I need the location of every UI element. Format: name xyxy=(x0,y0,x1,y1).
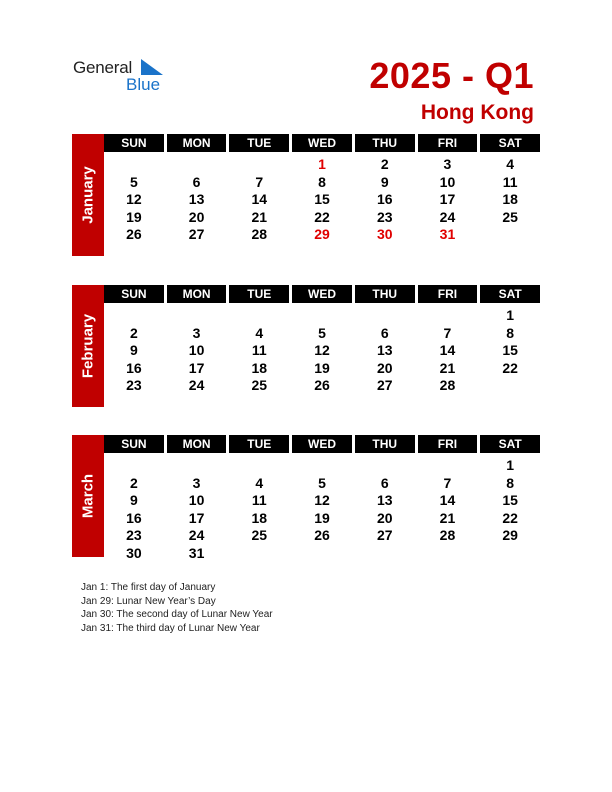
holiday-note: Jan 30: The second day of Lunar New Year xyxy=(81,609,273,620)
month-tab xyxy=(72,285,104,407)
day-cell: 9 xyxy=(129,342,138,358)
weekday-header xyxy=(104,285,540,303)
empty-day-cell xyxy=(355,307,415,325)
month-grid xyxy=(104,285,540,395)
day-cell: 28 xyxy=(439,527,456,543)
month-block-march xyxy=(72,435,540,560)
weekday-label: THU xyxy=(355,134,415,152)
day-cell: 8 xyxy=(506,324,515,341)
empty-day-cell xyxy=(229,457,289,475)
day-cell: 6 xyxy=(380,474,389,491)
day-cell: 26 xyxy=(314,377,330,393)
week-row xyxy=(104,360,540,378)
empty-day-cell xyxy=(418,457,478,475)
day-cell: 20 xyxy=(188,208,205,225)
empty-day-cell xyxy=(167,457,227,475)
weekday-label: SUN xyxy=(104,134,164,152)
day-cell: 6 xyxy=(380,324,389,341)
day-cell: 11 xyxy=(502,173,518,190)
day-cell: 12 xyxy=(314,492,330,508)
page-title: 2025 - Q1 xyxy=(369,55,534,96)
day-cell: 1 xyxy=(506,457,515,473)
month-name: January xyxy=(79,166,97,224)
day-cell: 25 xyxy=(251,527,268,543)
day-cell: 1 xyxy=(506,307,515,323)
day-cell: 27 xyxy=(376,527,393,543)
holiday-note: Jan 31: The third day of Lunar New Year xyxy=(81,622,260,634)
day-cell: 29 xyxy=(502,527,518,543)
weekday-label: THU xyxy=(355,435,415,453)
holiday-notes xyxy=(81,581,273,635)
day-cell: 28 xyxy=(439,377,456,393)
weekday-label: SUN xyxy=(104,435,164,453)
empty-day-cell xyxy=(480,545,540,563)
logo-general-text: General xyxy=(73,58,133,77)
month-name: February xyxy=(79,313,97,379)
weekday-label: TUE xyxy=(229,435,289,453)
week-row xyxy=(104,492,540,510)
day-cell: 1 xyxy=(318,156,326,172)
empty-day-cell xyxy=(480,377,540,395)
day-cell: 27 xyxy=(188,226,205,242)
day-cell: 15 xyxy=(502,342,518,358)
month-grid xyxy=(104,134,540,244)
weekday-label: FRI xyxy=(418,134,478,152)
day-cell: 11 xyxy=(251,342,267,358)
logo-blue-text: Blue xyxy=(126,75,161,94)
weekday-header xyxy=(104,435,540,453)
day-cell: 11 xyxy=(251,492,267,508)
day-cell: 16 xyxy=(376,191,393,207)
day-cell: 26 xyxy=(126,226,142,242)
day-cell: 3 xyxy=(192,324,201,341)
weekday-label: FRI xyxy=(418,435,478,453)
day-cell: 8 xyxy=(318,173,326,190)
day-cell: 29 xyxy=(314,226,330,242)
day-cell: 18 xyxy=(502,191,518,207)
weekday-label: TUE xyxy=(229,134,289,152)
empty-day-cell xyxy=(292,457,352,475)
day-cell: 19 xyxy=(314,509,330,526)
empty-day-cell xyxy=(104,457,164,475)
week-row xyxy=(104,156,540,174)
day-cell: 24 xyxy=(188,527,205,543)
day-cell: 19 xyxy=(314,359,330,376)
day-cell: 18 xyxy=(251,509,268,526)
day-cell: 4 xyxy=(255,474,264,491)
day-cell: 5 xyxy=(129,173,138,190)
day-cell: 30 xyxy=(376,226,393,242)
empty-day-cell xyxy=(167,307,227,325)
empty-day-cell xyxy=(229,545,289,563)
day-cell: 14 xyxy=(251,191,268,207)
day-cell: 14 xyxy=(439,342,456,358)
day-cell: 27 xyxy=(376,377,393,393)
weekday-label: SUN xyxy=(104,285,164,303)
holiday-note: Jan 29: Lunar New Year’s Day xyxy=(81,595,216,607)
day-cell: 19 xyxy=(126,208,142,225)
weekday-label: MON xyxy=(167,435,227,453)
day-cell: 13 xyxy=(188,191,205,207)
day-cell: 16 xyxy=(126,509,142,526)
day-cell: 5 xyxy=(318,324,326,341)
day-cell: 7 xyxy=(443,324,452,341)
day-cell: 9 xyxy=(380,173,389,190)
empty-day-cell xyxy=(229,307,289,325)
day-cell: 7 xyxy=(443,474,452,491)
day-cell: 26 xyxy=(314,527,330,543)
day-cell: 25 xyxy=(251,377,268,393)
empty-day-cell xyxy=(104,156,164,174)
day-cell: 6 xyxy=(192,173,201,190)
empty-day-cell xyxy=(418,545,478,563)
week-row xyxy=(104,527,540,545)
day-cell: 8 xyxy=(506,474,515,491)
empty-day-cell xyxy=(167,156,227,174)
day-cell: 23 xyxy=(126,377,142,393)
weekday-label: SAT xyxy=(480,435,540,453)
empty-day-cell xyxy=(229,156,289,174)
region-name: Hong Kong xyxy=(420,101,534,124)
month-grid xyxy=(104,435,540,562)
empty-day-cell xyxy=(480,226,540,244)
week-row xyxy=(104,307,540,325)
holiday-note: Jan 1: The first day of January xyxy=(81,582,216,593)
day-cell: 16 xyxy=(126,359,142,376)
week-row xyxy=(104,475,540,493)
weekday-label: WED xyxy=(292,285,352,303)
day-cell: 2 xyxy=(129,474,138,491)
day-cell: 22 xyxy=(502,509,518,526)
week-row xyxy=(104,510,540,528)
logo xyxy=(73,58,183,98)
empty-day-cell xyxy=(355,545,415,563)
month-tab xyxy=(72,134,104,256)
day-cell: 10 xyxy=(439,173,456,190)
day-cell: 22 xyxy=(314,208,330,225)
empty-day-cell xyxy=(104,307,164,325)
week-row xyxy=(104,191,540,209)
day-cell: 20 xyxy=(376,359,393,376)
day-cell: 31 xyxy=(439,226,456,242)
day-cell: 14 xyxy=(439,492,456,508)
weekday-label: WED xyxy=(292,435,352,453)
day-cell: 3 xyxy=(192,474,201,491)
weekday-label: TUE xyxy=(229,285,289,303)
day-cell: 5 xyxy=(318,474,326,491)
day-cell: 17 xyxy=(188,509,205,526)
day-cell: 18 xyxy=(251,359,268,376)
day-cell: 13 xyxy=(376,492,393,508)
weekday-label: THU xyxy=(355,285,415,303)
empty-day-cell xyxy=(292,307,352,325)
day-cell: 2 xyxy=(380,156,389,172)
empty-day-cell xyxy=(292,545,352,563)
day-cell: 12 xyxy=(314,342,330,358)
day-cell: 10 xyxy=(188,492,205,508)
day-cell: 24 xyxy=(439,208,456,225)
month-block-february xyxy=(72,285,540,407)
empty-day-cell xyxy=(355,457,415,475)
day-cell: 21 xyxy=(251,208,268,225)
week-row xyxy=(104,209,540,227)
weekday-label: MON xyxy=(167,134,227,152)
day-cell: 9 xyxy=(129,492,138,508)
day-cell: 23 xyxy=(126,527,142,543)
weekday-label: WED xyxy=(292,134,352,152)
day-cell: 20 xyxy=(376,509,393,526)
week-row xyxy=(104,457,540,475)
day-cell: 13 xyxy=(376,342,393,358)
day-cell: 25 xyxy=(502,208,518,225)
weekday-label: MON xyxy=(167,285,227,303)
day-cell: 31 xyxy=(188,544,205,561)
day-cell: 2 xyxy=(129,324,138,341)
day-cell: 7 xyxy=(255,173,264,190)
week-row xyxy=(104,545,540,563)
week-row xyxy=(104,342,540,360)
day-cell: 3 xyxy=(443,156,452,172)
day-cell: 15 xyxy=(314,191,330,207)
day-cell: 28 xyxy=(251,226,268,242)
day-cell: 4 xyxy=(255,324,264,341)
weekday-label: SAT xyxy=(480,285,540,303)
month-tab xyxy=(72,435,104,557)
month-name: March xyxy=(79,473,97,519)
weekday-label: FRI xyxy=(418,285,478,303)
week-row xyxy=(104,174,540,192)
day-cell: 15 xyxy=(502,492,518,508)
day-cell: 23 xyxy=(376,208,393,225)
day-cell: 17 xyxy=(188,359,205,376)
day-cell: 21 xyxy=(439,509,456,526)
weekday-label: SAT xyxy=(480,134,540,152)
weekday-header xyxy=(104,134,540,152)
empty-day-cell xyxy=(418,307,478,325)
week-row xyxy=(104,325,540,343)
month-block-january xyxy=(72,134,540,256)
week-row xyxy=(104,377,540,395)
day-cell: 17 xyxy=(439,191,456,207)
day-cell: 22 xyxy=(502,359,518,376)
week-row xyxy=(104,226,540,244)
day-cell: 21 xyxy=(439,359,456,376)
day-cell: 12 xyxy=(126,191,142,207)
day-cell: 10 xyxy=(188,342,205,358)
day-cell: 4 xyxy=(506,156,515,172)
day-cell: 30 xyxy=(126,544,142,561)
day-cell: 24 xyxy=(188,377,205,393)
